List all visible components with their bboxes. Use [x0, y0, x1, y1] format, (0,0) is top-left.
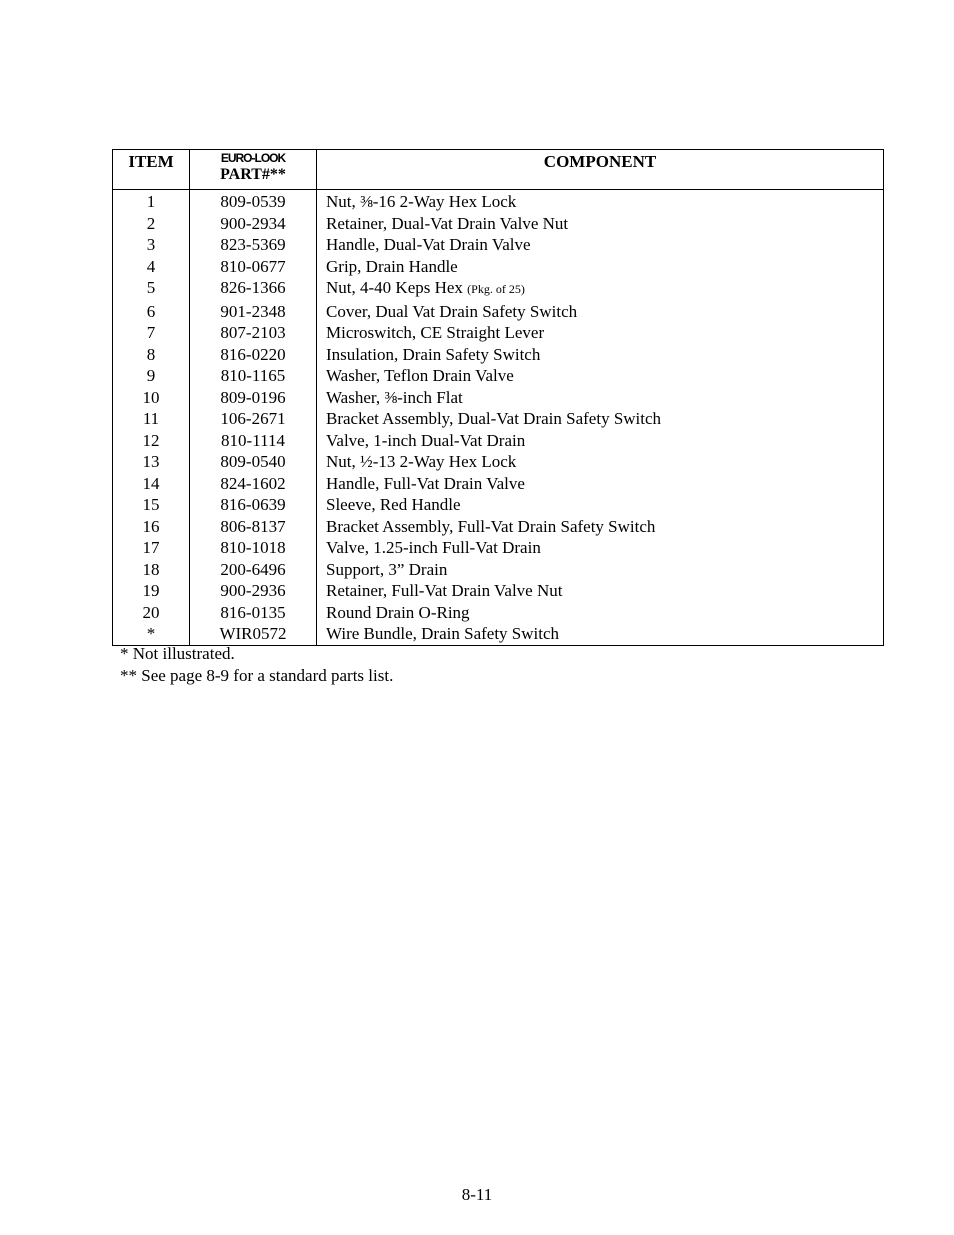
component-cell	[317, 408, 884, 430]
component-cell	[317, 430, 884, 452]
table-row	[113, 430, 884, 452]
component-cell	[317, 559, 884, 581]
header-part-number: PART#**	[220, 166, 286, 183]
table-row	[113, 623, 884, 645]
component-cell	[317, 190, 884, 213]
item-number: 18	[113, 559, 190, 581]
component-name: Wire Bundle, Drain Safety Switch	[326, 624, 560, 643]
table-row	[113, 256, 884, 278]
header-row	[113, 150, 884, 190]
part-number: 901-2348	[190, 301, 317, 323]
table-row	[113, 580, 884, 602]
component-name: Bracket Assembly, Dual-Vat Drain Safety Switch	[326, 409, 662, 428]
component-name: Retainer, Dual-Vat Drain Valve Nut	[326, 213, 569, 233]
part-number: 809-0539	[190, 190, 317, 213]
item-number: 4	[113, 256, 190, 278]
part-number: 807-2103	[190, 322, 317, 344]
component-name: Insulation, Drain Safety Switch	[326, 344, 541, 364]
component-name: Support, 3” Drain	[326, 559, 448, 579]
part-number: 900-2936	[190, 580, 317, 602]
header-item: ITEM	[113, 150, 190, 190]
part-number: 106-2671	[190, 408, 317, 430]
component-name: Washer, Teflon Drain Valve	[326, 366, 514, 385]
part-number: 809-0540	[190, 451, 317, 473]
table-row	[113, 387, 884, 409]
component-cell	[317, 623, 884, 645]
part-number: 200-6496	[190, 559, 317, 581]
component-cell	[317, 494, 884, 516]
component-name: Washer, ⅜-inch Flat	[326, 387, 463, 407]
component-name: Round Drain O-Ring	[326, 602, 470, 622]
footnote-standard-parts: ** See page 8-9 for a standard parts list.	[120, 665, 394, 685]
item-number: 9	[113, 365, 190, 387]
item-number: 1	[113, 190, 190, 213]
table-row	[113, 322, 884, 344]
item-number: 15	[113, 494, 190, 516]
table-row	[113, 234, 884, 256]
item-number: 10	[113, 387, 190, 409]
item-number: *	[113, 623, 190, 645]
component-name: Handle, Dual-Vat Drain Valve	[326, 235, 531, 254]
component-cell	[317, 322, 884, 344]
item-number: 16	[113, 516, 190, 538]
part-number: 816-0220	[190, 344, 317, 366]
item-number: 8	[113, 344, 190, 366]
parts-table-header	[113, 150, 884, 190]
component-name: Valve, 1-inch Dual-Vat Drain	[326, 430, 526, 450]
table-row	[113, 344, 884, 366]
component-note: (Pkg. of 25)	[467, 282, 525, 296]
table-row	[113, 494, 884, 516]
component-cell	[317, 473, 884, 495]
table-row	[113, 213, 884, 235]
header-part	[190, 150, 317, 190]
part-number: 810-0677	[190, 256, 317, 278]
table-row	[113, 559, 884, 581]
part-number: 900-2934	[190, 213, 317, 235]
item-number: 17	[113, 537, 190, 559]
page-number: 8-11	[461, 1185, 493, 1204]
item-number: 6	[113, 301, 190, 323]
component-name: Sleeve, Red Handle	[326, 495, 461, 514]
table-row	[113, 365, 884, 387]
part-number: 809-0196	[190, 387, 317, 409]
part-number: WIR0572	[190, 623, 317, 645]
footnote-not-illustrated: * Not illustrated.	[120, 644, 235, 663]
component-cell	[317, 537, 884, 559]
component-cell	[317, 387, 884, 409]
part-number: 816-0135	[190, 602, 317, 624]
footnotes	[120, 643, 393, 686]
table-row	[113, 602, 884, 624]
component-name: Handle, Full-Vat Drain Valve	[326, 473, 525, 493]
component-name: Cover, Dual Vat Drain Safety Switch	[326, 301, 578, 321]
component-cell	[317, 580, 884, 602]
item-number: 7	[113, 322, 190, 344]
header-component: COMPONENT	[317, 150, 884, 190]
item-number: 12	[113, 430, 190, 452]
part-number: 824-1602	[190, 473, 317, 495]
component-cell	[317, 451, 884, 473]
component-cell	[317, 213, 884, 235]
part-number: 806-8137	[190, 516, 317, 538]
component-name: Valve, 1.25-inch Full-Vat Drain	[326, 538, 541, 557]
part-number: 810-1114	[190, 430, 317, 452]
table-row	[113, 301, 884, 323]
item-number: 13	[113, 451, 190, 473]
item-number: 14	[113, 473, 190, 495]
part-number: 810-1165	[190, 365, 317, 387]
part-number: 823-5369	[190, 234, 317, 256]
table-row	[113, 451, 884, 473]
table-row	[113, 537, 884, 559]
component-name: Nut, ⅜-16 2-Way Hex Lock	[326, 192, 517, 211]
component-cell	[317, 365, 884, 387]
component-cell	[317, 602, 884, 624]
component-cell	[317, 301, 884, 323]
part-number: 816-0639	[190, 494, 317, 516]
component-name: Bracket Assembly, Full-Vat Drain Safety Switch	[326, 516, 656, 536]
header-part-brand: EURO-LOOK	[220, 151, 286, 165]
table-row	[113, 516, 884, 538]
component-name: Nut, 4-40 Keps Hex	[326, 278, 463, 297]
item-number: 3	[113, 234, 190, 256]
component-cell	[317, 234, 884, 256]
item-number: 19	[113, 580, 190, 602]
item-number: 11	[113, 408, 190, 430]
component-cell	[317, 256, 884, 278]
component-cell	[317, 516, 884, 538]
item-number: 2	[113, 213, 190, 235]
component-cell	[317, 344, 884, 366]
table-row	[113, 473, 884, 495]
component-cell	[317, 277, 884, 301]
parts-table-body	[113, 190, 884, 646]
component-name: Retainer, Full-Vat Drain Valve Nut	[326, 581, 563, 600]
part-number: 810-1018	[190, 537, 317, 559]
part-number: 826-1366	[190, 277, 317, 301]
table-row	[113, 277, 884, 301]
component-name: Nut, ½-13 2-Way Hex Lock	[326, 452, 517, 471]
item-number: 5	[113, 277, 190, 301]
parts-table	[112, 149, 884, 646]
component-name: Microswitch, CE Straight Lever	[326, 323, 545, 342]
item-number: 20	[113, 602, 190, 624]
table-row	[113, 190, 884, 213]
component-name: Grip, Drain Handle	[326, 256, 458, 276]
table-row	[113, 408, 884, 430]
